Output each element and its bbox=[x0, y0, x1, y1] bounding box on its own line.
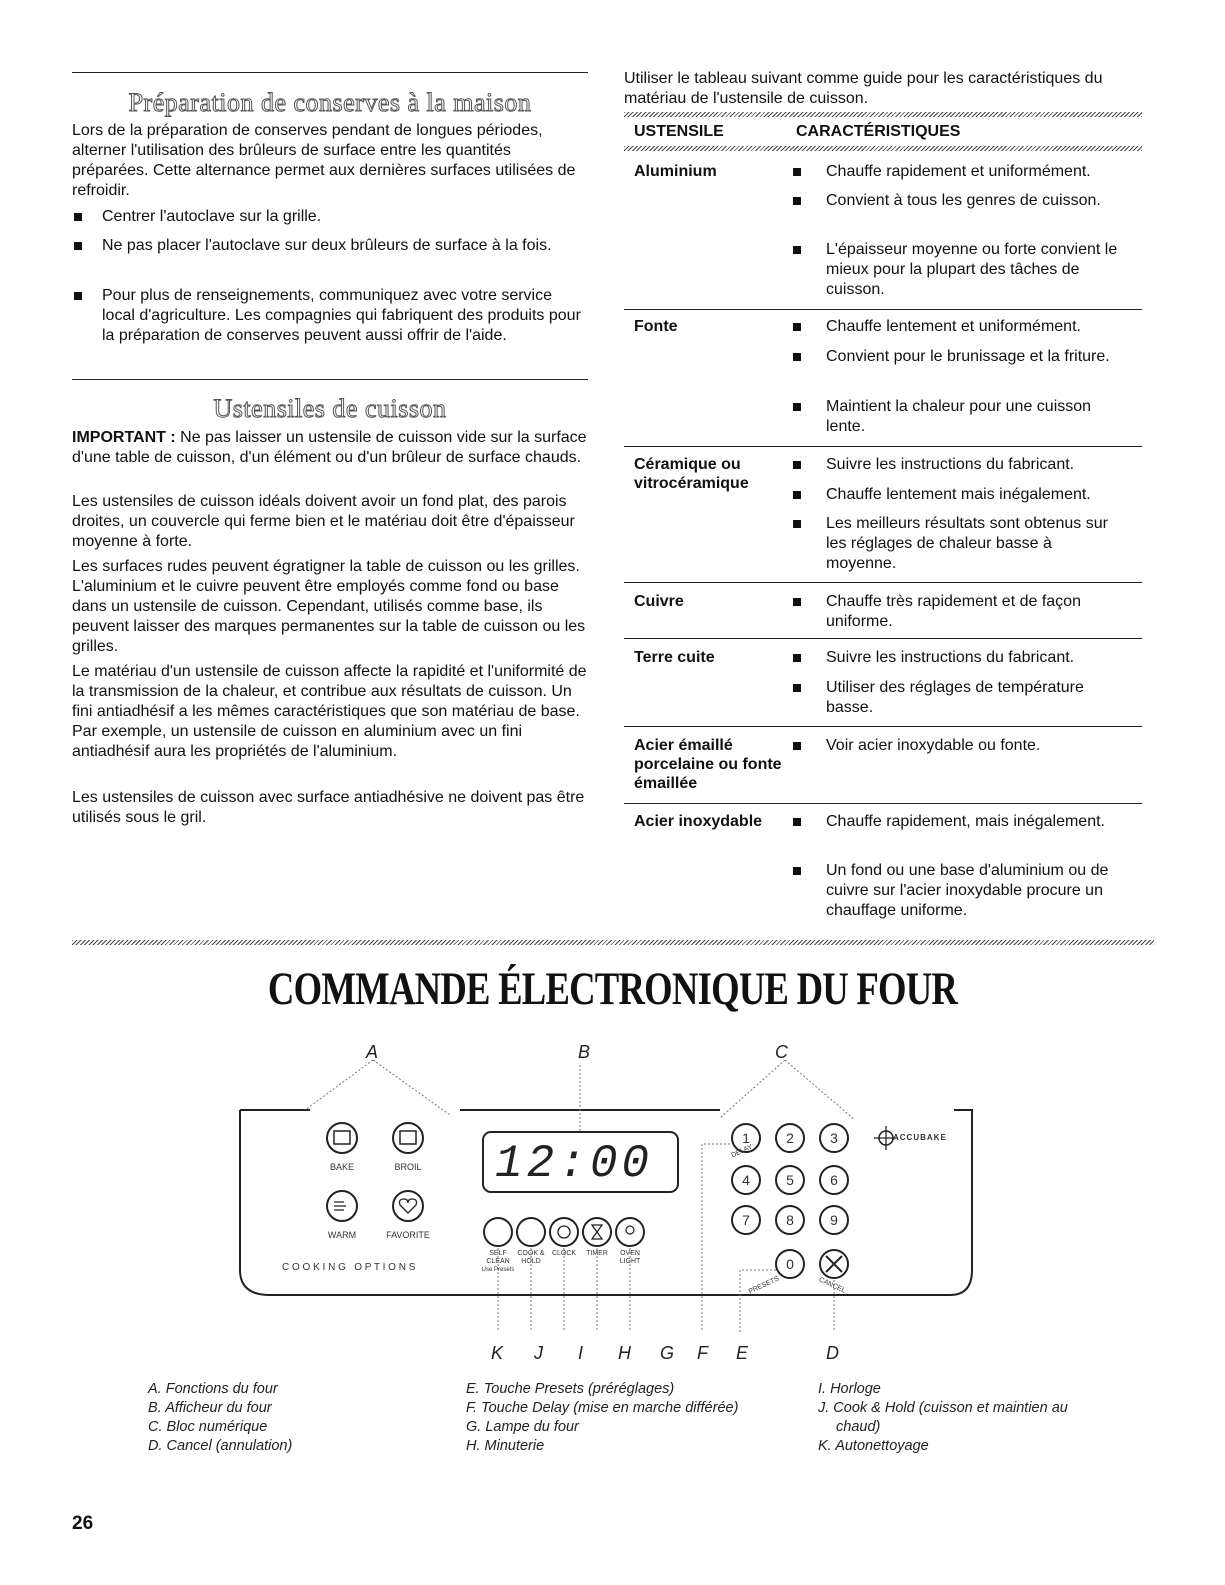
legend-item: I. Horloge bbox=[818, 1381, 881, 1397]
characteristic: Convient à tous les genres de cuisson. bbox=[826, 191, 1126, 211]
bake-label: BAKE bbox=[329, 1162, 354, 1172]
characteristic: Utiliser des réglages de température basse. bbox=[826, 678, 1126, 718]
legend-item: G. Lampe du four bbox=[466, 1419, 579, 1435]
material-name: Acier émaillé porcelaine ou fonte émaillée bbox=[634, 737, 782, 792]
conserves-paragraph: Lors de la préparation de conserves pendant de longues périodes, alterner l'utilisation des brûleurs de surface entre les quantités préparées. Cette alternance permet aux dernières surfaces utilisées de refroidir. bbox=[72, 122, 576, 199]
section-rule bbox=[72, 72, 588, 73]
col-header-caracteristiques: CARACTÉRISTIQUES bbox=[796, 123, 961, 140]
characteristic: Chauffe lentement et uniformément. bbox=[826, 317, 1126, 337]
material-name: Terre cuite bbox=[634, 649, 715, 666]
characteristic: L'épaisseur moyenne ou forte convient le mieux pour la plupart des tâches de cuisson. bbox=[826, 240, 1126, 300]
characteristic: Convient pour le brunissage et la friture. bbox=[826, 347, 1126, 367]
oven-light-button bbox=[616, 1218, 644, 1246]
timer-label: TIMER bbox=[586, 1250, 608, 1257]
callout-letter-h: H bbox=[618, 1343, 631, 1363]
broil-button bbox=[393, 1123, 423, 1153]
characteristic: Voir acier inoxydable ou fonte. bbox=[826, 736, 1126, 756]
accubake-label: ACCUBAKE bbox=[893, 1133, 947, 1142]
characteristic: Suivre les instructions du fabricant. bbox=[826, 648, 1126, 668]
legend-col-3 bbox=[818, 1380, 1078, 1456]
use-presets-label: Use Presets bbox=[481, 1267, 515, 1273]
key-0: 0 bbox=[786, 1256, 794, 1272]
key-8: 8 bbox=[786, 1212, 794, 1228]
callout-letter-j: J bbox=[534, 1343, 543, 1363]
ustensiles-paragraph: Le matériau d'un ustensile de cuisson affecte la rapidité et l'uniformité de la transmission de la chaleur, et contribue aux résultats de cuisson. Un fini antiadhésif a les mêmes caractéristiques que son matériau de base. Par exemple, un ustensile de cuisson en aluminium avec un fini antiadhésif aura les propriétés de l'aluminium. bbox=[72, 663, 587, 760]
conserves-bullet: Centrer l'autoclave sur la grille. bbox=[72, 207, 588, 227]
self-clean-button bbox=[484, 1218, 512, 1246]
material-name: Cuivre bbox=[634, 593, 684, 610]
material-name: Acier inoxydable bbox=[634, 813, 763, 830]
row-divider bbox=[624, 309, 1142, 310]
important-paragraph bbox=[72, 428, 588, 468]
legend-item: B. Afficheur du four bbox=[148, 1400, 272, 1416]
key-1: 1 bbox=[742, 1130, 750, 1146]
callout-letter-f: F bbox=[697, 1343, 708, 1363]
row-divider bbox=[624, 638, 1142, 639]
material-name: Fonte bbox=[634, 318, 678, 335]
callout-letter-a: A bbox=[366, 1042, 379, 1062]
hatch-divider-full bbox=[72, 940, 1154, 945]
callout-letter-i: I bbox=[578, 1343, 584, 1363]
row-divider bbox=[624, 726, 1142, 727]
callout-letter-g: G bbox=[660, 1343, 675, 1363]
key-3: 3 bbox=[830, 1130, 838, 1146]
key-7: 7 bbox=[742, 1212, 750, 1228]
callout-letter-d: D bbox=[826, 1343, 839, 1363]
broil-label: BROIL bbox=[394, 1162, 422, 1172]
legend-item: J. Cook & Hold (cuisson et maintien au chaud) bbox=[818, 1400, 1068, 1435]
clock-button bbox=[550, 1218, 578, 1246]
key-6: 6 bbox=[830, 1172, 838, 1188]
callout-letter-c: C bbox=[775, 1042, 788, 1062]
section-title-ustensiles: Ustensiles de cuisson bbox=[213, 394, 447, 423]
legend-item: F. Touche Delay (mise en marche différée) bbox=[466, 1400, 739, 1416]
key-9: 9 bbox=[830, 1212, 838, 1228]
material-name: Aluminium bbox=[634, 163, 717, 180]
presets-label: PRESETS bbox=[747, 1275, 781, 1296]
conserves-bullet: Ne pas placer l'autoclave sur deux brûleurs de surface à la fois. bbox=[72, 236, 588, 256]
legend-item: D. Cancel (annulation) bbox=[148, 1438, 293, 1454]
cook-hold-button bbox=[517, 1218, 545, 1246]
row-divider bbox=[624, 803, 1142, 804]
characteristic: Suivre les instructions du fabricant. bbox=[826, 455, 1126, 475]
hatch-divider bbox=[624, 112, 1142, 117]
section-title-conserves: Préparation de conserves à la maison bbox=[128, 88, 532, 117]
cooking-options-label: C O O K I N G O P T I O N S bbox=[282, 1262, 416, 1273]
cancel-label: CANCEL bbox=[817, 1276, 847, 1295]
characteristic: Chauffe rapidement, mais inégalement. bbox=[826, 812, 1126, 832]
characteristic: Chauffe très rapidement et de façon uniforme. bbox=[826, 592, 1126, 632]
legend-item: C. Bloc numérique bbox=[148, 1419, 268, 1435]
cancel-x-icon bbox=[826, 1256, 842, 1272]
conserves-bullet: Pour plus de renseignements, communiquez avec votre service local d'agriculture. Les compagnies qui fabriquent des produits pour la préparation de conserves peuvent aussi offrir de l'aide. bbox=[72, 286, 588, 346]
legend-col-2 bbox=[466, 1380, 786, 1456]
legend-item: H. Minuterie bbox=[466, 1438, 545, 1454]
warm-label: WARM bbox=[327, 1230, 357, 1240]
characteristic: Les meilleurs résultats sont obtenus sur les réglages de chaleur basse à moyenne. bbox=[826, 514, 1126, 574]
row-divider bbox=[624, 582, 1142, 583]
characteristic: Un fond ou une base d'aluminium ou de cuivre sur l'acier inoxydable procure un chauffage uniforme. bbox=[826, 861, 1126, 921]
page-number: 26 bbox=[72, 1513, 94, 1534]
delay-label: DELAY bbox=[730, 1143, 754, 1160]
col-header-ustensile: USTENSILE bbox=[634, 123, 724, 140]
ustensiles-paragraph: Les surfaces rudes peuvent égratigner la table de cuisson ou les grilles. L'aluminium et le cuivre peuvent être employés comme fond ou base dans un ustensile de cuisson. Cependant, utilisés comme base, ils peuvent laisser des marques permanentes sur la table de cuisson ou les grilles. bbox=[72, 558, 586, 655]
callout-letter-e: E bbox=[736, 1343, 749, 1363]
characteristic: Chauffe lentement mais inégalement. bbox=[826, 485, 1126, 505]
hatch-divider bbox=[624, 146, 1142, 151]
key-5: 5 bbox=[786, 1172, 794, 1188]
ustensiles-paragraph: Les ustensiles de cuisson avec surface antiadhésive ne doivent pas être utilisés sous le gril. bbox=[72, 789, 585, 826]
legend-item: E. Touche Presets (préréglages) bbox=[466, 1381, 675, 1397]
row-divider bbox=[624, 446, 1142, 447]
important-text: Ne pas laisser un ustensile de cuisson vide sur la surface d'une table de cuisson, d'un élément ou d'un brûleur de surface chauds. bbox=[72, 429, 587, 466]
callout-letter-k: K bbox=[491, 1343, 504, 1363]
characteristic: Chauffe rapidement et uniformément. bbox=[826, 162, 1126, 182]
display-time: 12:00 bbox=[495, 1138, 654, 1190]
clock-label: CLOCK bbox=[551, 1250, 577, 1257]
cook-hold-label: COOK & HOLD bbox=[517, 1250, 545, 1265]
bake-button bbox=[327, 1123, 357, 1153]
legend-item: K. Autonettoyage bbox=[818, 1438, 929, 1454]
key-4: 4 bbox=[742, 1172, 750, 1188]
favorite-button bbox=[393, 1191, 423, 1221]
favorite-label: FAVORITE bbox=[386, 1230, 430, 1240]
control-panel-diagram bbox=[230, 1060, 990, 1350]
section-rule bbox=[72, 379, 588, 380]
oven-light-label: OVEN LIGHT bbox=[619, 1250, 641, 1265]
characteristic: Maintient la chaleur pour une cuisson lente. bbox=[826, 397, 1126, 437]
callout-letter-b: B bbox=[578, 1042, 591, 1062]
key-2: 2 bbox=[786, 1130, 794, 1146]
material-name: Céramique ou vitrocéramique bbox=[634, 456, 749, 492]
main-title: COMMANDE ÉLECTRONIQUE DU FOUR bbox=[267, 963, 958, 1015]
legend-item: A. Fonctions du four bbox=[148, 1381, 278, 1397]
table-intro: Utiliser le tableau suivant comme guide pour les caractéristiques du matériau de l'ustensile de cuisson. bbox=[624, 70, 1103, 107]
ustensiles-paragraph: Les ustensiles de cuisson idéals doivent avoir un fond plat, des parois droites, un couvercle qui ferme bien et le matériau doit être d'épaisseur moyenne à forte. bbox=[72, 493, 575, 550]
legend-col-1 bbox=[148, 1380, 428, 1456]
self-clean-label: SELF CLEAN bbox=[486, 1250, 510, 1265]
important-label: IMPORTANT : bbox=[72, 429, 176, 446]
